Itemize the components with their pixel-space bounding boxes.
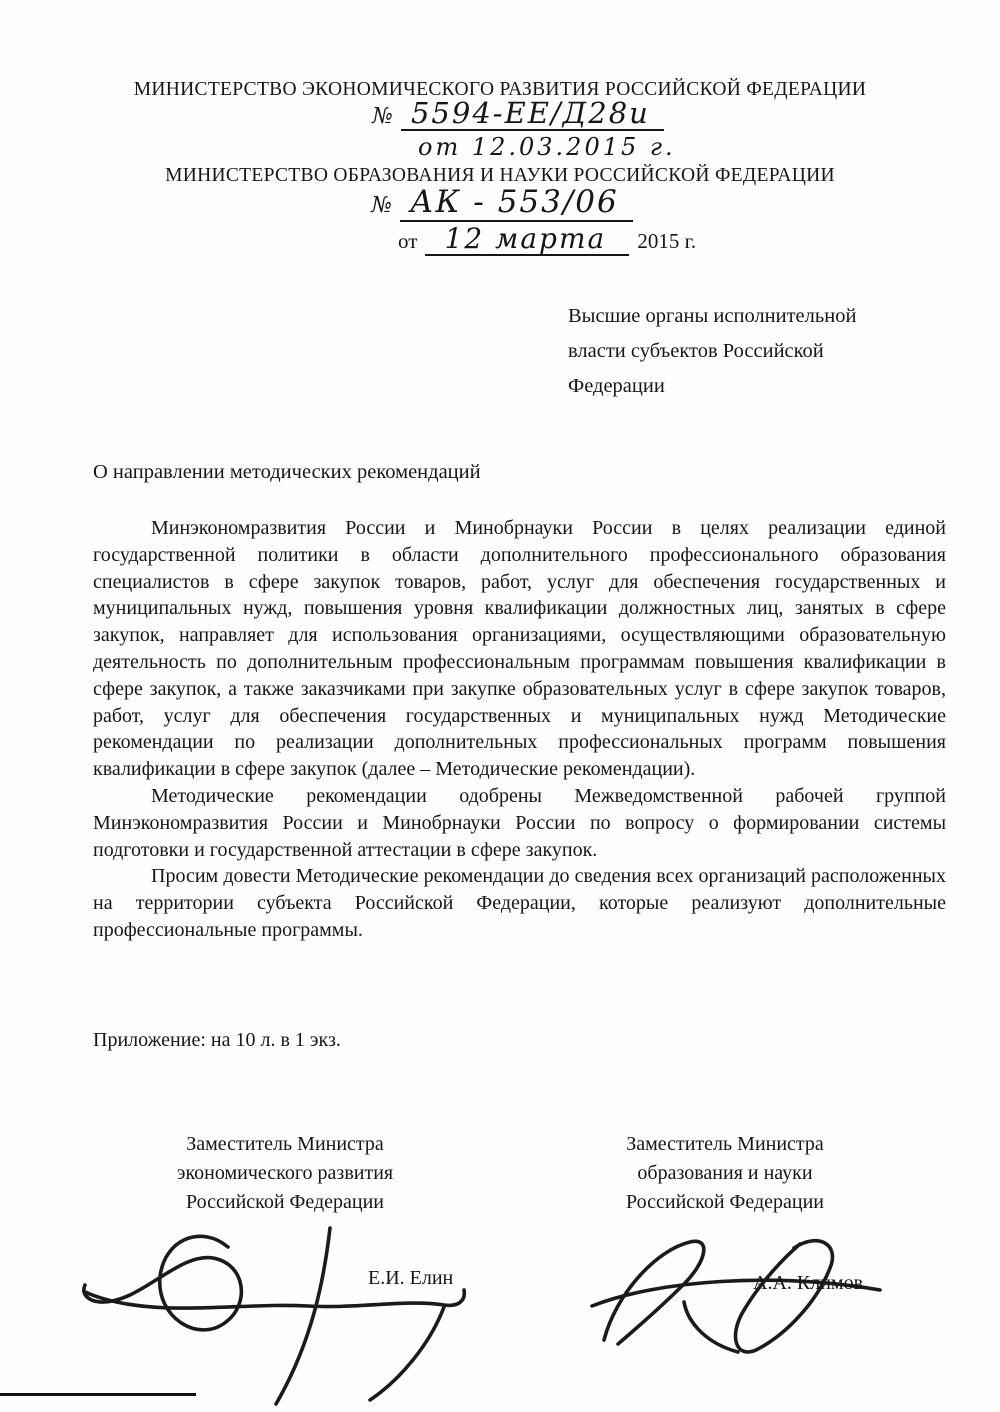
signer-left-name: Е.И. Елин <box>368 1267 454 1289</box>
reg-number-1 <box>372 98 664 131</box>
signer-left-title-line: Заместитель Министра <box>186 1133 384 1155</box>
body-paragraph: Методические рекомендации одобрены Межведомственной рабочей группой Минэкономразвития России и Минобрнауки России по вопросу о формировании системы подготовки и государственной аттестации в сфере закупок. <box>93 784 946 861</box>
reg-date-2-suffix: 2015 г. <box>637 229 697 253</box>
footer-rule <box>0 1393 196 1396</box>
recipient-line: власти субъектов Российской <box>568 340 824 362</box>
signer-right-name: А.А. Климов <box>753 1272 864 1294</box>
recipient-line: Высшие органы исполнительной <box>568 305 857 327</box>
subject-line: О направлении методических рекомендаций <box>93 461 481 483</box>
recipient-line: Федерации <box>568 375 665 397</box>
signer-right-title-line: образования и науки <box>637 1162 813 1184</box>
signature-klimov-icon <box>588 1232 888 1360</box>
letter-body <box>93 515 946 944</box>
reg-date-2 <box>398 224 696 256</box>
signer-left-title-line: экономического развития <box>176 1162 394 1184</box>
recipient-block <box>568 299 856 404</box>
reg-number-2 <box>371 186 633 222</box>
reg-date-2-prefix: от <box>398 229 418 253</box>
signer-left-title <box>120 1130 450 1217</box>
body-paragraph: Минэкономразвития России и Минобрнауки России в целях реализации единой государственной политики в области дополнительного профессионального образования специалистов в сфере закупок товаров, работ, услуг для обеспечения государственных и муниципальных нужд, повышения уровня квалификации должностных лиц, занятых в сфере закупок, направляет для использования организациями, осуществляющими образовательную деятельность по дополнительным профессиональным программам повышения квалификации в сфере закупок, а также заказчиками при закупке образовательных услуг в сфере закупок товаров, работ, услуг для обеспечения государственных и муниципальных нужд Методические рекомендации по реализации дополнительных профессиональных программ повышения квалификации в сфере закупок (далее – Методические рекомендации). <box>93 517 946 781</box>
reg-number-1-value: 5594-ЕЕ/Д28и <box>401 98 664 131</box>
signer-right-title-line: Заместитель Министра <box>626 1133 824 1155</box>
signature-elin-icon <box>78 1222 478 1410</box>
reg-number-2-label: № <box>371 193 395 218</box>
signer-right-title <box>575 1130 875 1217</box>
reg-date-1: от 12.03.2015 г. <box>418 133 676 161</box>
reg-number-1-label: № <box>372 104 395 129</box>
signer-left-title-line: Российской Федерации <box>185 1191 385 1213</box>
ministry-1-title: МИНИСТЕРСТВО ЭКОНОМИЧЕСКОГО РАЗВИТИЯ РОССИЙСКОЙ ФЕДЕРАЦИИ <box>133 79 867 100</box>
ministry-2-title: МИНИСТЕРСТВО ОБРАЗОВАНИЯ И НАУКИ РОССИЙСКОЙ ФЕДЕРАЦИИ <box>165 165 835 186</box>
attachment-line: Приложение: на 10 л. в 1 экз. <box>93 1029 341 1051</box>
reg-date-2-handwritten: 12 марта <box>425 224 629 256</box>
reg-number-2-value: АК - 553/06 <box>400 186 633 222</box>
body-paragraph: Просим довести Методические рекомендации до сведения всех организаций расположенных на территории субъекта Российской Федерации, которые реализуют дополнительные профессиональные программы. <box>93 865 946 941</box>
signer-right-title-line: Российской Федерации <box>625 1191 825 1213</box>
